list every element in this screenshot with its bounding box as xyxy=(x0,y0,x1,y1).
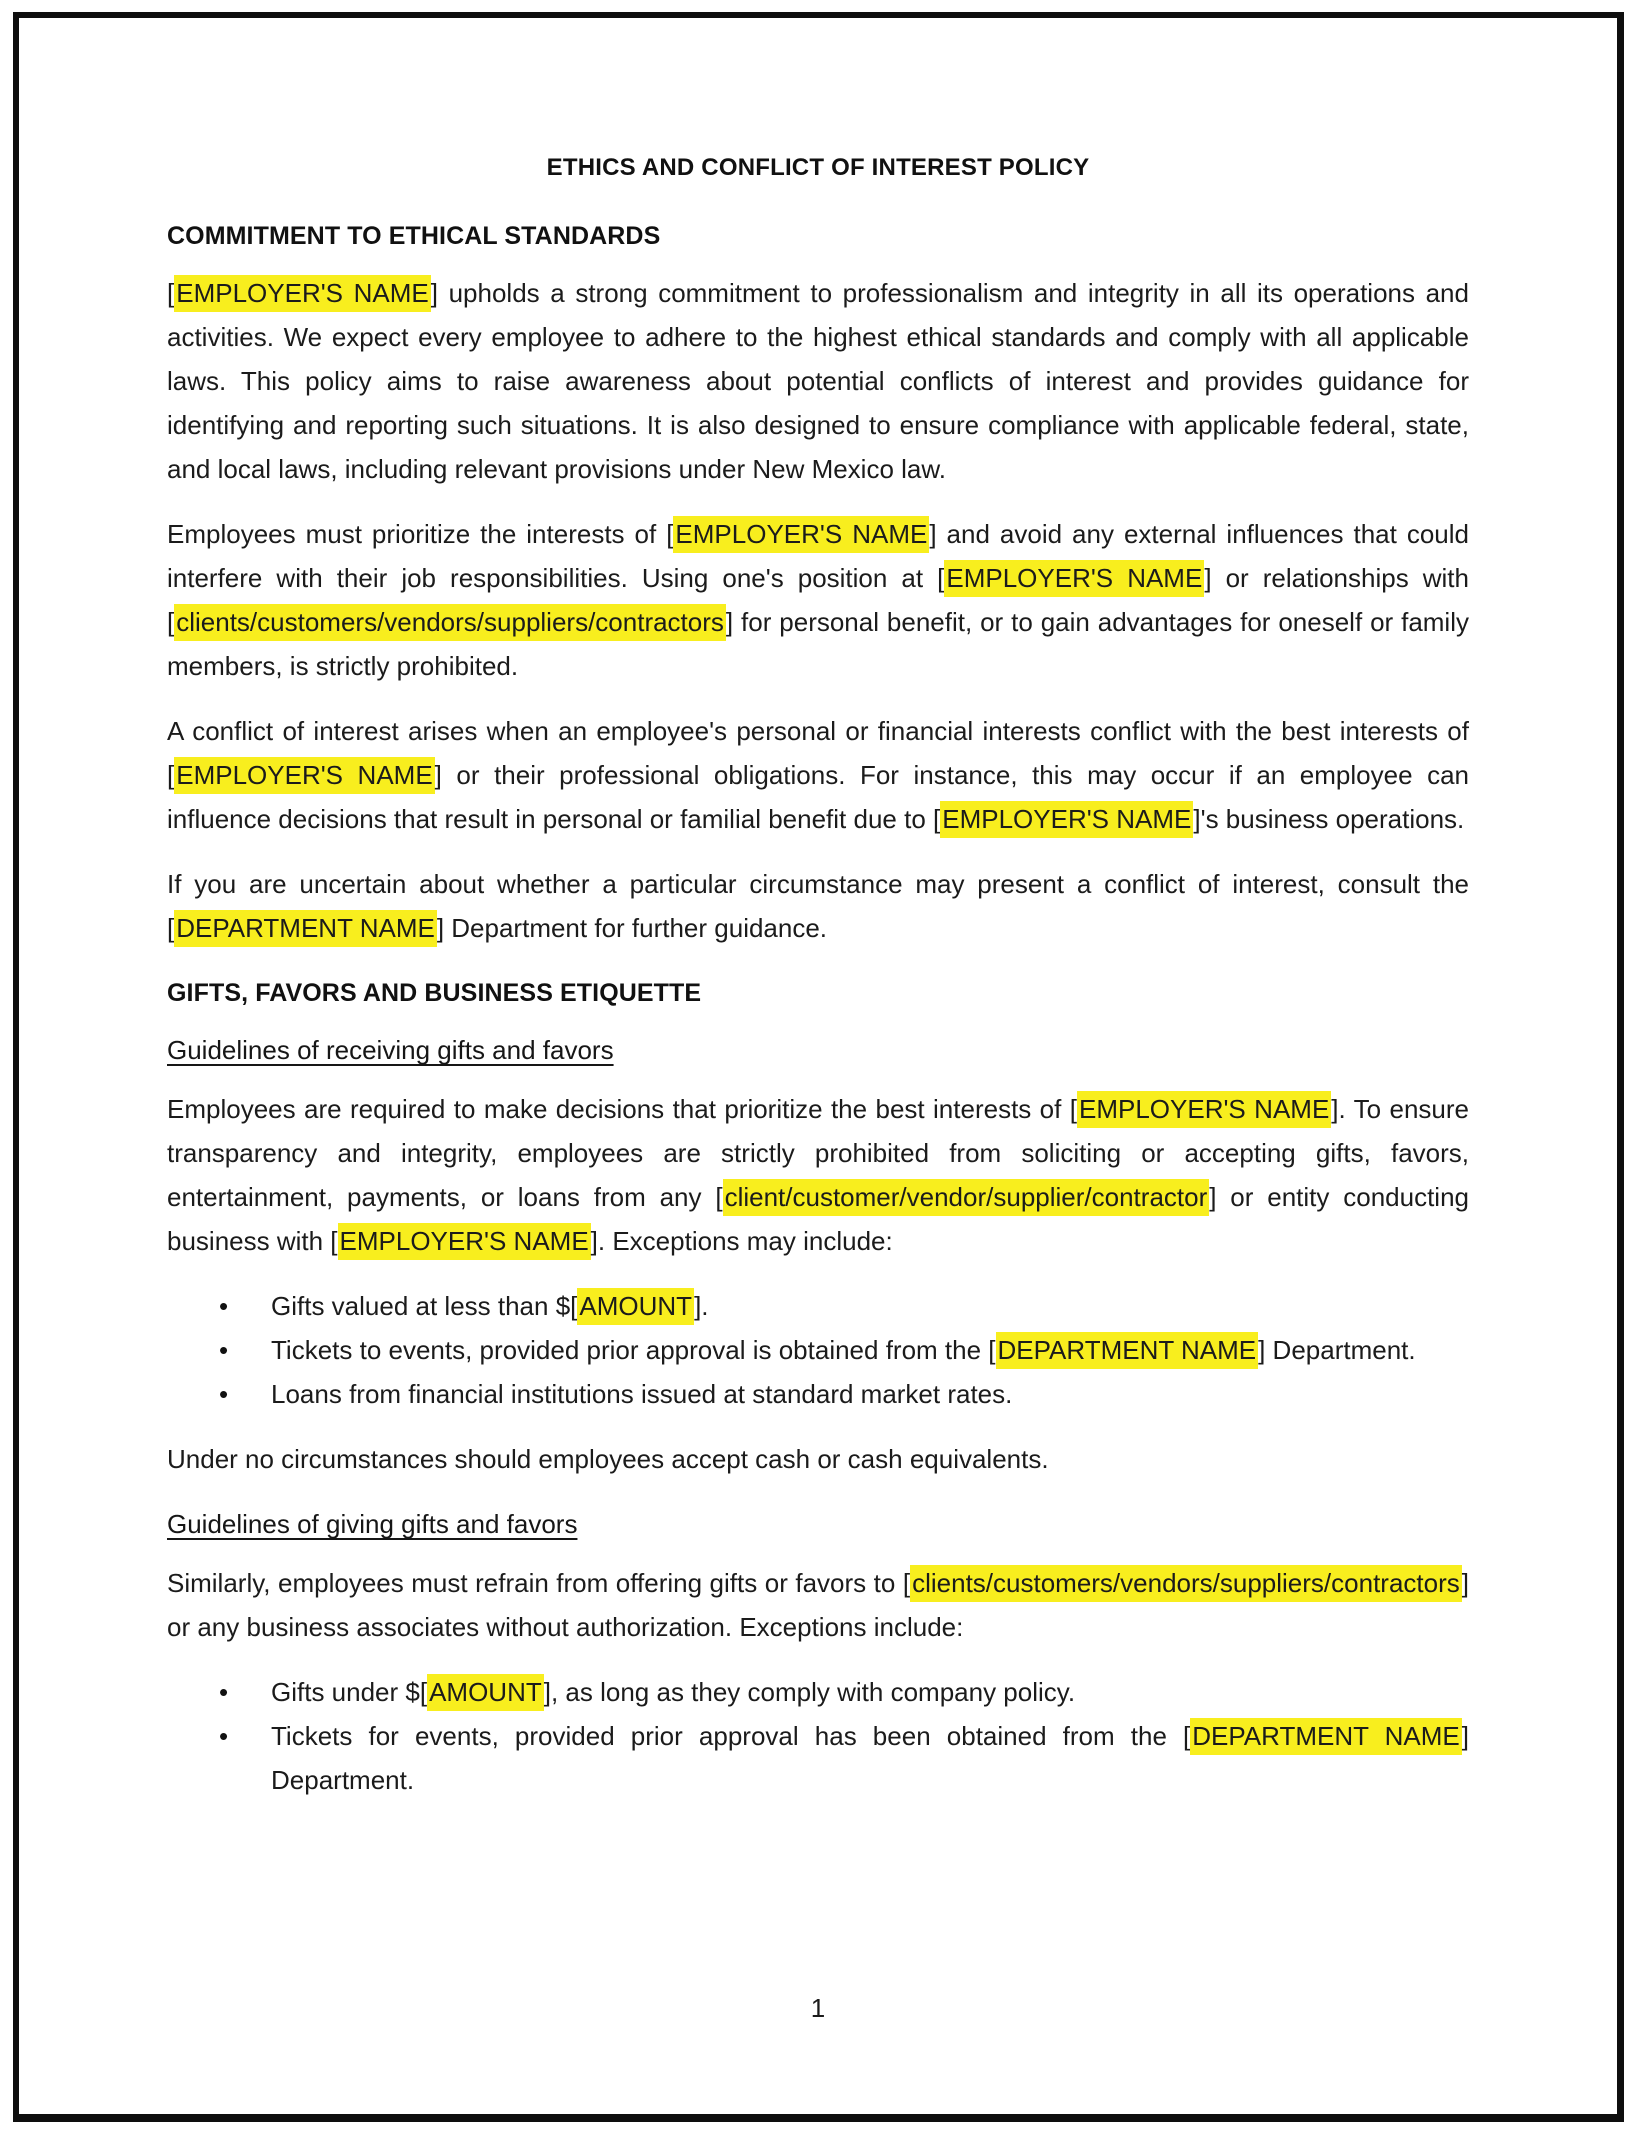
text-run: Similarly, employees must refrain from offering gifts or favors to [ xyxy=(167,1568,911,1598)
placeholder-employer-name: EMPLOYER'S NAME xyxy=(174,757,434,794)
paragraph-commitment-3 xyxy=(167,709,1469,841)
text-run: ]'s business operations. xyxy=(1193,804,1465,834)
text-run: ] or their professional obligations. For instance, this may occur if an employee can influence decisions that result in personal or familial benefit due to [ xyxy=(167,760,1469,834)
paragraph-giving-1 xyxy=(167,1561,1469,1649)
paragraph-commitment-2 xyxy=(167,512,1469,688)
list-item xyxy=(271,1328,1469,1372)
placeholder-client-types: client/customer/vendor/supplier/contractor xyxy=(723,1179,1210,1216)
section-heading-commitment: COMMITMENT TO ETHICAL STANDARDS xyxy=(167,222,661,250)
placeholder-employer-name: EMPLOYER'S NAME xyxy=(174,275,431,312)
text-run: Gifts valued at less than $[ xyxy=(271,1291,578,1321)
text-run: [ xyxy=(167,278,175,308)
paragraph-commitment-4 xyxy=(167,862,1469,950)
subheading-receiving-gifts: Guidelines of receiving gifts and favors xyxy=(167,1035,614,1065)
document-content xyxy=(167,0,1469,1823)
text-run: ] or relationships with [ xyxy=(167,563,1469,637)
text-run: ] for personal benefit, or to gain advantages for oneself or family members, is strictly prohibited. xyxy=(167,607,1469,681)
placeholder-department-name: DEPARTMENT NAME xyxy=(996,1332,1259,1369)
text-run: Employees must prioritize the interests of [ xyxy=(167,519,674,549)
text-run: ]. Exceptions may include: xyxy=(590,1226,893,1256)
list-item xyxy=(271,1284,1469,1328)
text-run: ] or any business associates without authorization. Exceptions include: xyxy=(167,1568,1469,1642)
placeholder-department-name: DEPARTMENT NAME xyxy=(1190,1718,1462,1755)
placeholder-employer-name: EMPLOYER'S NAME xyxy=(944,560,1204,597)
placeholder-employer-name: EMPLOYER'S NAME xyxy=(940,801,1193,838)
text-run: Gifts under $[ xyxy=(271,1677,428,1707)
list-item xyxy=(271,1670,1469,1714)
receiving-exceptions-list xyxy=(167,1284,1469,1416)
text-run: ] Department for further guidance. xyxy=(436,913,828,943)
text-run: ]. To ensure transparency and integrity, employees are strictly prohibited from soliciting or accepting gifts, favors, entertainment, payments, or loans from any [ xyxy=(167,1094,1470,1212)
text-run: A conflict of interest arises when an employee's personal or financial interests conflict with the best interests of [ xyxy=(167,716,1469,790)
text-run: ] Department. xyxy=(271,1721,1470,1795)
placeholder-client-types: clients/customers/vendors/suppliers/contractors xyxy=(910,1565,1462,1602)
subheading-giving-gifts: Guidelines of giving gifts and favors xyxy=(167,1509,578,1539)
paragraph-no-cash-note: Under no circumstances should employees accept cash or cash equivalents. xyxy=(167,1444,1049,1474)
placeholder-amount: AMOUNT xyxy=(427,1674,544,1711)
paragraph-receiving-1 xyxy=(167,1087,1469,1263)
placeholder-client-types: clients/customers/vendors/suppliers/contractors xyxy=(174,604,726,641)
text-run: ]. xyxy=(694,1291,709,1321)
text-run: Employees are required to make decisions that prioritize the best interests of [ xyxy=(167,1094,1077,1124)
text-run: Tickets to events, provided prior approval is obtained from the [ xyxy=(271,1335,996,1365)
placeholder-employer-name: EMPLOYER'S NAME xyxy=(1077,1091,1331,1128)
paragraph-commitment-1 xyxy=(167,271,1469,491)
placeholder-employer-name: EMPLOYER'S NAME xyxy=(338,1223,591,1260)
text-run: Tickets for events, provided prior approval has been obtained from the [ xyxy=(271,1721,1191,1751)
text-run: ] upholds a strong commitment to professionalism and integrity in all its operations and activities. We expect every employee to adhere to the highest ethical standards and comply with all applicable laws. This policy aims to raise awareness about potential conflicts of interest and provides guidance for identifying and reporting such situations. It is also designed to ensure compliance with applicable federal, state, and local laws, including relevant provisions under New Mexico law. xyxy=(167,278,1469,484)
text-run: ] or entity conducting business with [ xyxy=(167,1182,1469,1256)
text-run: Loans from financial institutions issued at standard market rates. xyxy=(271,1379,1013,1409)
list-item xyxy=(271,1372,1469,1416)
list-item xyxy=(271,1714,1469,1802)
section-heading-gifts: GIFTS, FAVORS AND BUSINESS ETIQUETTE xyxy=(167,979,702,1007)
placeholder-department-name: DEPARTMENT NAME xyxy=(174,910,437,947)
text-run: If you are uncertain about whether a particular circumstance may present a conflict of interest, consult the [ xyxy=(167,869,1469,943)
text-run: ] Department. xyxy=(1258,1335,1416,1365)
text-run: ] and avoid any external influences that could interfere with their job responsibilities. Using one's position at [ xyxy=(167,519,1469,593)
text-run: ], as long as they comply with company policy. xyxy=(543,1677,1076,1707)
placeholder-employer-name: EMPLOYER'S NAME xyxy=(673,516,929,553)
document-title: ETHICS AND CONFLICT OF INTEREST POLICY xyxy=(546,154,1090,181)
page-number: 1 xyxy=(810,1993,826,2023)
giving-exceptions-list xyxy=(167,1670,1469,1802)
placeholder-amount: AMOUNT xyxy=(577,1288,694,1325)
